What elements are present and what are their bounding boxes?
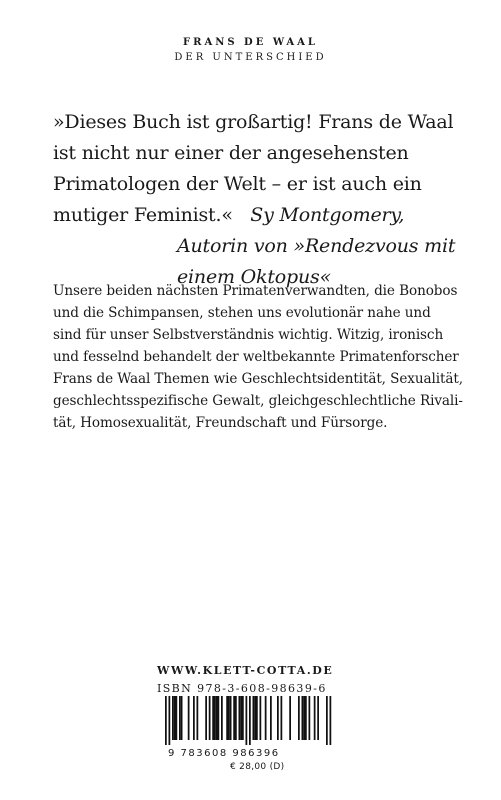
barcode-bar	[303, 696, 305, 740]
barcode-bar	[309, 696, 311, 740]
barcode-bar	[218, 696, 220, 740]
barcode-bar	[214, 696, 216, 740]
barcode-bar	[221, 696, 223, 740]
barcode-graphic	[157, 696, 347, 745]
barcode-bar	[298, 696, 300, 740]
price-label: € 28,00 (D)	[230, 762, 285, 772]
barcode-bar	[270, 696, 272, 740]
barcode-bar	[242, 696, 244, 740]
blurb-line: tät, Homosexualität, Freundschaft und Fürsorge.	[53, 415, 388, 431]
barcode-bar	[169, 696, 171, 745]
quote-line-2: ist nicht nur einer der angesehensten	[53, 142, 409, 164]
barcode-bar	[181, 696, 183, 740]
quote-line-1: »Dieses Buch ist großartig! Frans de Waal	[53, 111, 454, 133]
cover-header	[0, 36, 501, 65]
barcode-bar	[256, 696, 258, 740]
barcode-bar	[176, 696, 178, 740]
review-quote	[53, 107, 473, 293]
author-name: FRANS DE WAAL	[183, 37, 318, 48]
barcode-bar	[209, 696, 211, 740]
barcode-bar	[228, 696, 230, 740]
barcode-bar	[246, 696, 248, 745]
quote-attribution-name: Sy Montgomery,	[250, 204, 405, 226]
blurb-line: Frans de Waal Themen wie Geschlechtsidentität, Sexualität,	[53, 371, 463, 387]
barcode-bar	[197, 696, 199, 740]
barcode-bar	[317, 696, 319, 740]
book-title: DER UNTERSCHIED	[174, 52, 327, 63]
quote-line-4	[53, 200, 473, 231]
barcode-bar	[226, 696, 228, 740]
blurb-line: geschlechtsspezifische Gewalt, gleichgeschlechtliche Rivali-	[53, 393, 463, 409]
isbn-number: ISBN 978-3-608-98639-6	[157, 682, 327, 695]
barcode-bar	[174, 696, 176, 740]
barcode-bar	[277, 696, 279, 740]
barcode-bar	[281, 696, 283, 740]
barcode-bar	[240, 696, 242, 740]
barcode-bar	[239, 696, 241, 740]
barcode-bar	[289, 696, 291, 740]
publisher-url: WWW.KLETT-COTTA.DE	[157, 664, 334, 677]
barcode-bar	[193, 696, 195, 740]
quote-attribution-detail: Autorin von »Rendezvous mit einem Oktopus«	[177, 235, 456, 288]
barcode-digits: 9 783608 986396	[168, 748, 280, 759]
barcode-bar	[253, 696, 255, 740]
blurb-line: und fesselnd behandelt der weltbekannte Primatenforscher	[53, 349, 459, 365]
quote-line-3: Primatologen der Welt – er ist auch ein	[53, 173, 422, 195]
barcode-bar	[212, 696, 214, 740]
barcode-bar	[188, 696, 190, 740]
barcode-bar	[314, 696, 316, 740]
barcode-bar	[249, 696, 251, 745]
barcode-bar	[326, 696, 328, 745]
blurb-line: und die Schimpansen, stehen uns evolutionär nahe und	[53, 305, 431, 321]
barcode-bar	[233, 696, 235, 740]
barcode-bar	[205, 696, 207, 740]
barcode	[157, 696, 347, 745]
barcode-bar	[235, 696, 237, 740]
barcode-bar	[254, 696, 256, 740]
barcode-bar	[265, 696, 267, 740]
barcode-bar	[165, 696, 167, 745]
blurb-text	[53, 280, 469, 434]
blurb-line: Unsere beiden nächsten Primatenverwandten, die Bonobos	[53, 283, 458, 299]
barcode-bar	[305, 696, 307, 740]
barcode-bar	[172, 696, 174, 740]
barcode-bar	[179, 696, 181, 740]
blurb-line: sind für unser Selbstverständnis wichtig. Witzig, ironisch	[53, 327, 444, 343]
quote-end: mutiger Feminist.«	[53, 204, 233, 226]
barcode-bar	[260, 696, 262, 740]
barcode-bar	[302, 696, 304, 740]
barcode-bar	[230, 696, 232, 740]
barcode-bar	[330, 696, 332, 745]
barcode-bar	[216, 696, 218, 740]
